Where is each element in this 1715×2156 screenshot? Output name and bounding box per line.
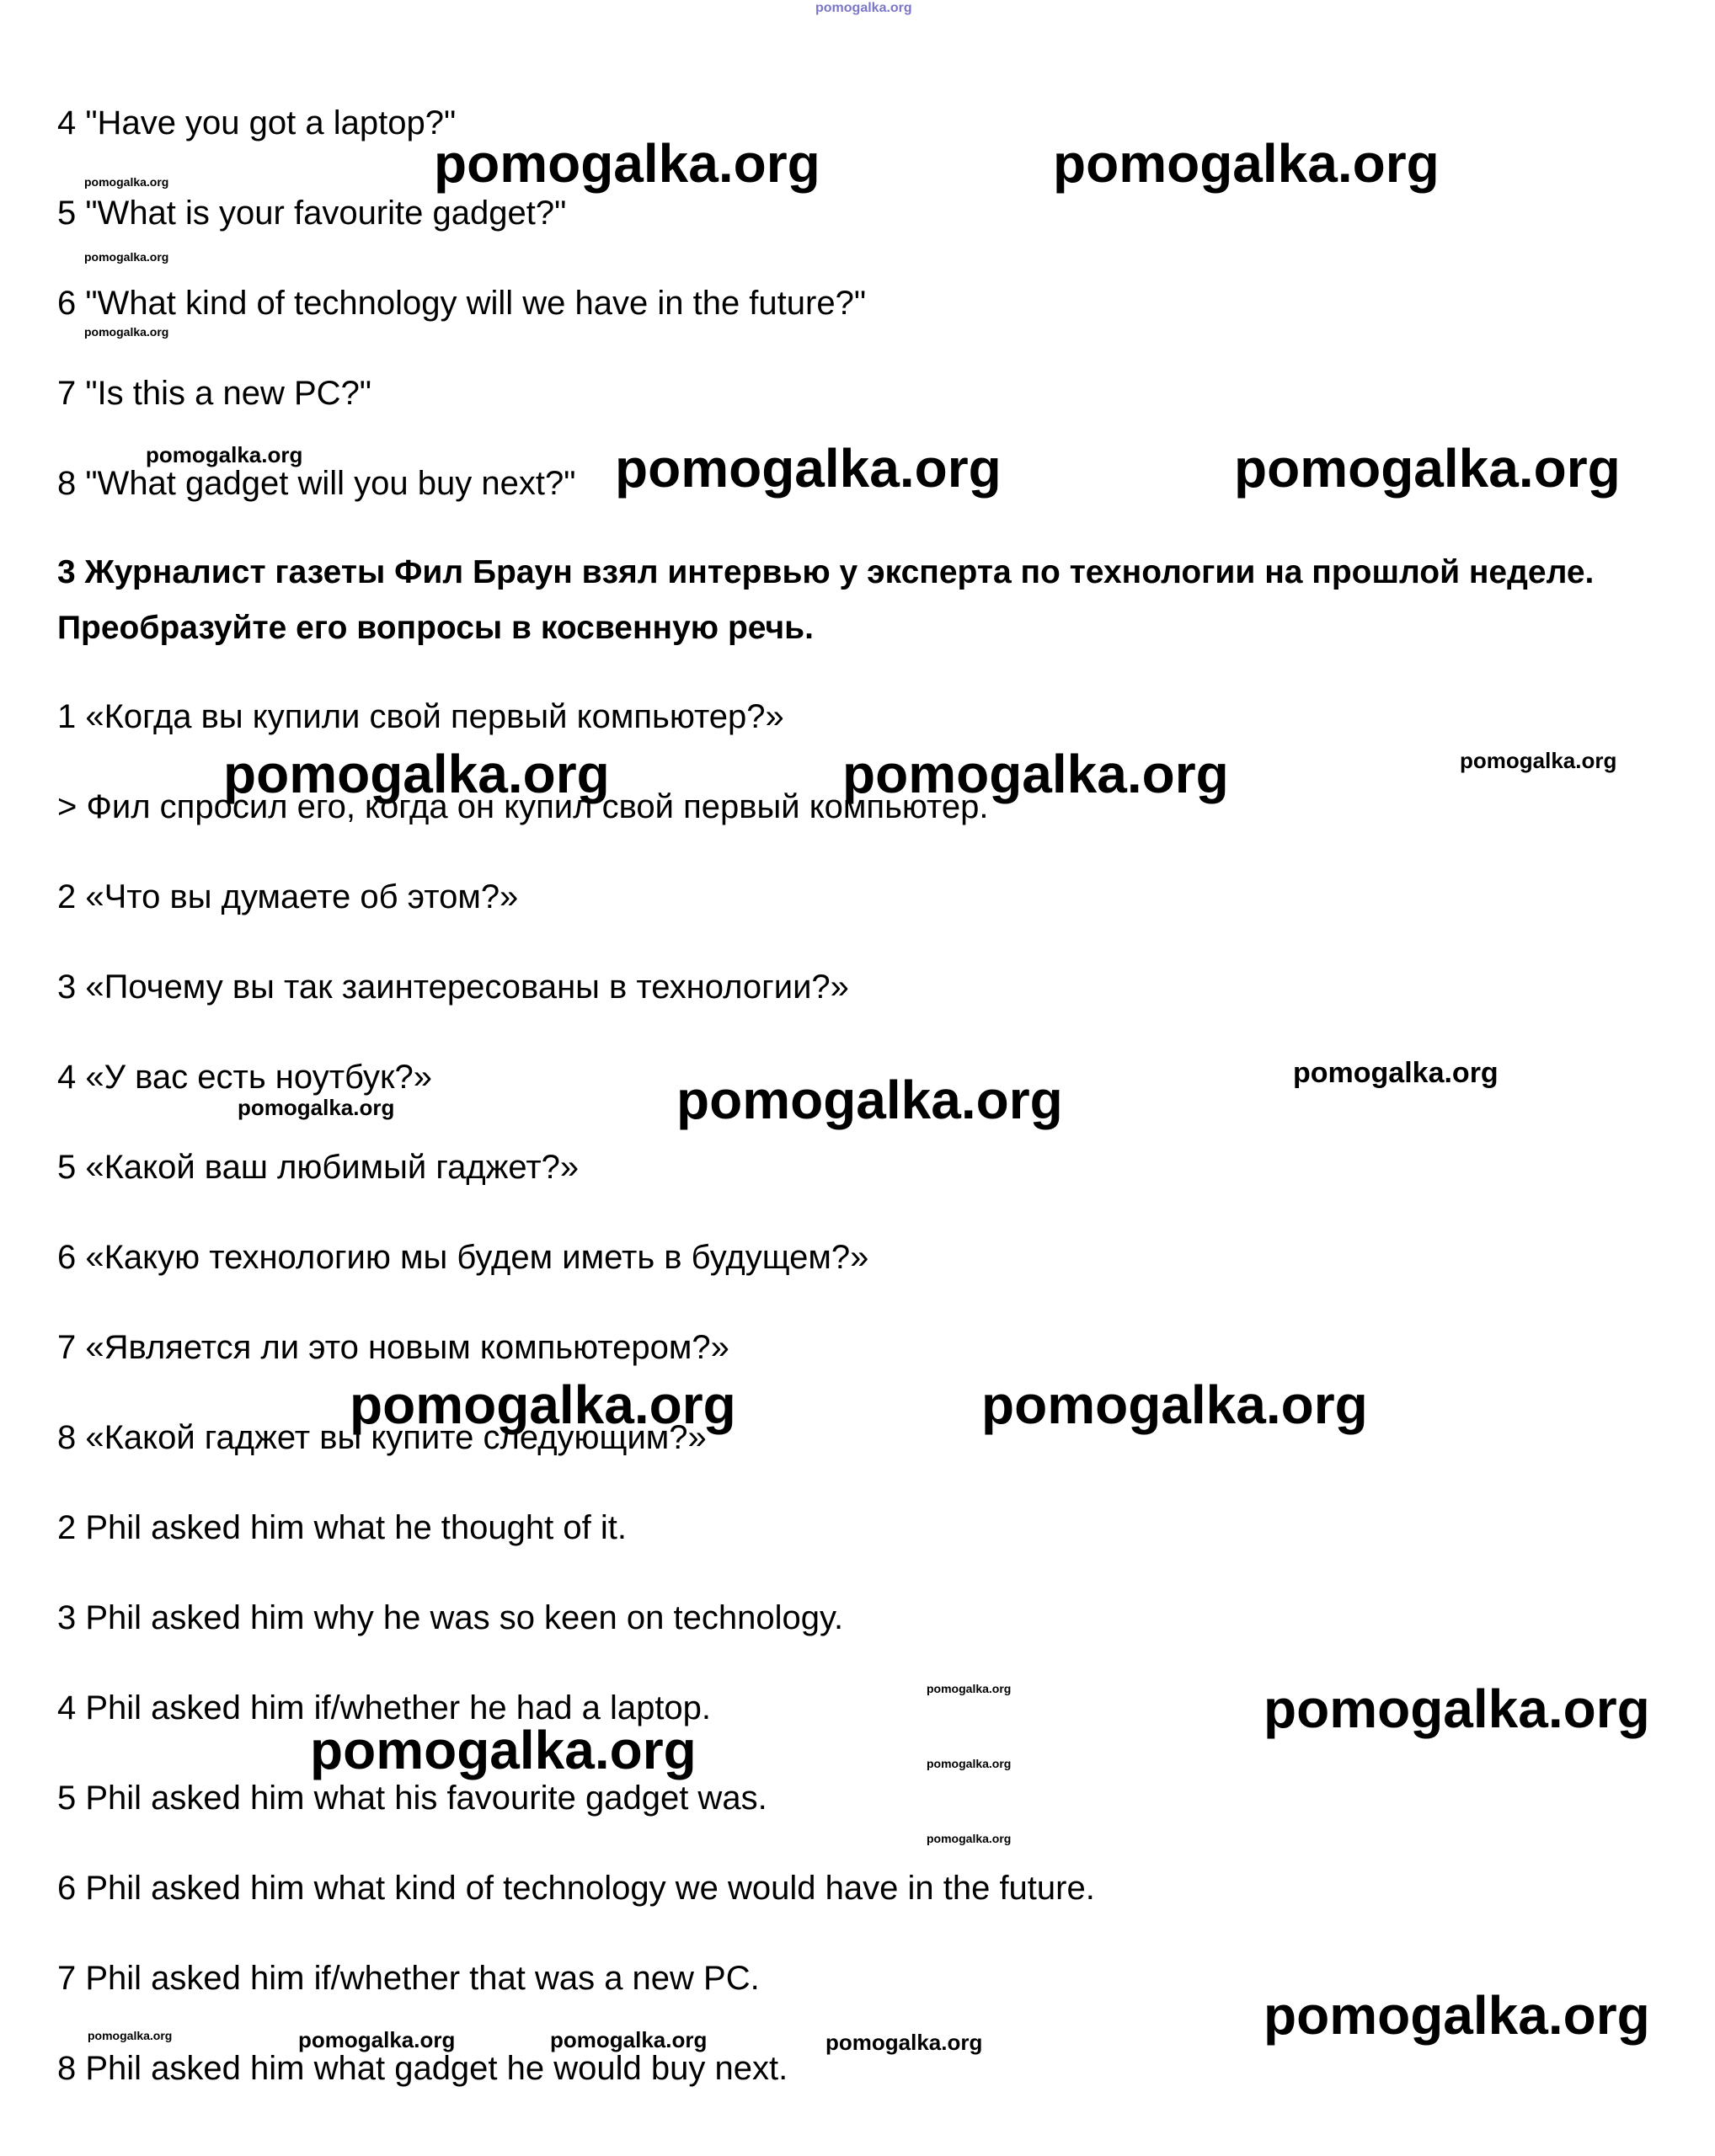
watermark: pomogalka.org — [981, 1374, 1368, 1435]
watermark: pomogalka.org — [1234, 438, 1621, 499]
watermark: pomogalka.org — [146, 442, 303, 467]
watermark: pomogalka.org — [350, 1374, 736, 1435]
watermark: pomogalka.org — [1460, 748, 1617, 773]
answer-line: 3 Phil asked him why he was so keen on technology. — [57, 1599, 844, 1636]
russian-question-line: 7 «Является ли это новым компьютером?» — [57, 1329, 729, 1366]
answer-line: 8 Phil asked him what gadget he would buy next. — [57, 2050, 788, 2087]
watermark: pomogalka.org — [84, 250, 169, 264]
task-heading-line-1: 3 Журналист газеты Фил Браун взял интервью у эксперта по технологии на прошлой неделе. — [57, 554, 1595, 590]
question-line: 6 "What kind of technology will we have in the future?" — [57, 285, 867, 322]
watermark: pomogalka.org — [434, 133, 820, 194]
russian-question-line: 1 «Когда вы купили свой первый компьютер?» — [57, 698, 784, 735]
watermark: pomogalka.org — [1264, 1985, 1650, 2046]
question-line: 7 "Is this a new PC?" — [57, 375, 372, 412]
watermark: pomogalka.org — [615, 438, 1002, 499]
watermark: pomogalka.org — [1264, 1678, 1650, 1739]
answer-line: 4 Phil asked him if/whether he had a laptop. — [57, 1689, 712, 1726]
russian-question-line: 4 «У вас есть ноутбук?» — [57, 1059, 433, 1096]
header-watermark: pomogalka.org — [815, 1, 912, 15]
russian-question-line: 3 «Почему вы так заинтересованы в технологии?» — [57, 969, 849, 1006]
watermark: pomogalka.org — [1053, 133, 1440, 194]
watermark: pomogalka.org — [927, 1682, 1012, 1695]
answer-line: 5 Phil asked him what his favourite gadget was. — [57, 1780, 767, 1817]
question-line: 8 "What gadget will you buy next?" — [57, 465, 576, 502]
question-line: 5 "What is your favourite gadget?" — [57, 195, 567, 232]
watermark: pomogalka.org — [84, 175, 169, 189]
watermark: pomogalka.org — [927, 1832, 1012, 1845]
watermark: pomogalka.org — [88, 2029, 173, 2042]
russian-question-line: 6 «Какую технологию мы будем иметь в будущем?» — [57, 1239, 869, 1276]
question-line: 4 "Have you got a laptop?" — [57, 104, 457, 141]
watermark: pomogalka.org — [842, 744, 1229, 804]
watermark: pomogalka.org — [223, 744, 610, 804]
watermark: pomogalka.org — [825, 2030, 983, 2055]
example-answer: > Фил спросил его, когда он купил свой первый компьютер. — [57, 788, 989, 825]
watermark: pomogalka.org — [550, 2027, 708, 2052]
russian-question-line: 5 «Какой ваш любимый гаджет?» — [57, 1149, 580, 1186]
watermark: pomogalka.org — [927, 1757, 1012, 1770]
watermark: pomogalka.org — [1293, 1057, 1499, 1089]
watermark: pomogalka.org — [238, 1095, 395, 1120]
watermark: pomogalka.org — [310, 1720, 697, 1780]
task-heading-line-2: Преобразуйте его вопросы в косвенную речь. — [57, 610, 814, 646]
watermark: pomogalka.org — [676, 1070, 1063, 1130]
watermark: pomogalka.org — [84, 325, 169, 339]
russian-question-line: 8 «Какой гаджет вы купите следующим?» — [57, 1419, 707, 1456]
russian-question-line: 2 «Что вы думаете об этом?» — [57, 878, 519, 915]
answer-line: 6 Phil asked him what kind of technology we would have in the future. — [57, 1870, 1095, 1907]
answer-line: 7 Phil asked him if/whether that was a new PC. — [57, 1960, 760, 1997]
watermark: pomogalka.org — [298, 2027, 456, 2052]
answer-line: 2 Phil asked him what he thought of it. — [57, 1509, 627, 1546]
